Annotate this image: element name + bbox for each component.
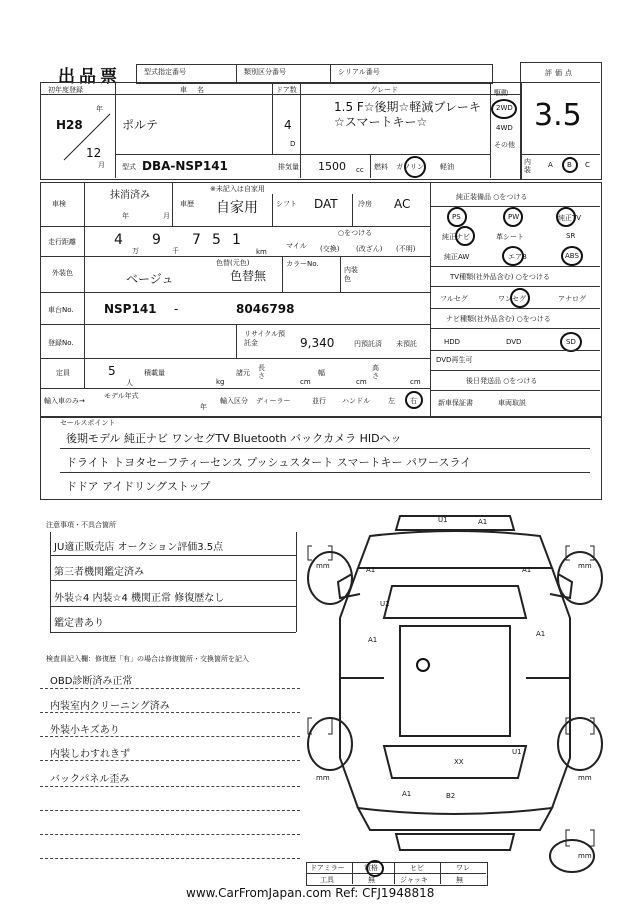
tv-label: TV種類(社外品含む) ○をつける [450, 273, 550, 281]
std-tv: 純正TV [558, 214, 582, 222]
chassis-sep: - [174, 302, 179, 316]
std-airbag: エアB [508, 253, 527, 261]
drive-2wd: 2WD [496, 104, 513, 112]
mark-front-a1: A1 [478, 518, 488, 526]
color-change-label: 色替(元色) [216, 259, 250, 267]
diagram-circle-mark [416, 658, 430, 672]
model-year-label: モデル年式 [104, 392, 139, 400]
mark-rl-a1: A1 [368, 636, 378, 644]
fuel-value: ガソリン [396, 163, 424, 171]
import-type-label: 輸入区分 [220, 397, 248, 405]
after-label: 後日発送品 ○をつける [466, 377, 538, 385]
ac-label: 冷房 [358, 200, 372, 208]
navi-sd-circle [560, 332, 582, 352]
import-parallel: 並行 [312, 397, 326, 405]
fuel-circle [404, 156, 426, 178]
doors-suffix: D [290, 140, 296, 148]
mileage-opt-change: (交換) [320, 245, 340, 253]
reg-no-label: 登録No. [48, 339, 74, 347]
mileage-opt-unknown: (不明) [396, 245, 416, 253]
std-abs: ABS [565, 252, 579, 260]
interior-b: B [567, 161, 572, 169]
interior-c: C [585, 161, 590, 169]
shaken-value: 抹消済み [110, 190, 150, 201]
grade-label: グレード [370, 86, 398, 94]
handle-label: ハンドル [342, 397, 370, 405]
after-warranty: 新車保証書 [438, 399, 473, 407]
inspector-line-2: 内装室内クリーニング済み [50, 701, 170, 712]
notes-line-3: 外装☆4 内装☆4 機関正常 修復歴なし [54, 593, 225, 604]
mileage-opt-tamper: (改ざん) [356, 245, 383, 253]
mark-fl-a1: A1 [366, 566, 376, 574]
model-code: DBA-NSP141 [142, 159, 228, 173]
model-year-unit: 年 [200, 403, 207, 411]
std-tv-circle [556, 207, 576, 227]
shaken-year: 年 [122, 212, 129, 220]
width-unit: cm [356, 378, 367, 386]
load-unit: kg [216, 378, 225, 386]
mileage-digit-5: 1 [232, 232, 241, 248]
mileage-check-label: ○をつける [338, 229, 373, 237]
displacement-label: 排気量 [278, 163, 299, 171]
mark-rear-b2: B2 [446, 792, 456, 800]
height-unit: cm [410, 378, 421, 386]
model-label: 型式 [122, 163, 136, 171]
std-abs-circle [561, 246, 583, 266]
inspector-line-4: 内装しわすれきず [50, 749, 130, 760]
inspector-line-3: 外装小キズあり [50, 725, 120, 736]
interior-color-label: 内装色 [344, 266, 358, 283]
form-title: 出品票 [58, 67, 121, 87]
inspector-line-1: OBD診断済み正常 [50, 676, 133, 687]
notes-line-2: 第三者機関鑑定済み [54, 567, 144, 578]
mileage-digit-4: 5 [212, 232, 221, 248]
doors-label: ドア数 [276, 86, 297, 94]
drive-4wd: 4WD [496, 124, 513, 132]
color-no-label: カラーNo. [286, 260, 319, 268]
navi-sd: SD [566, 338, 576, 346]
notes-line-1: JU適正販売店 オークション評価3.5点 [54, 542, 224, 553]
load-label: 積載量 [144, 369, 165, 377]
mark-rear-a1: A1 [402, 790, 412, 798]
import-dealer: ディーラー [256, 397, 291, 405]
mark-rr-a1: A1 [536, 630, 546, 638]
crack-hibi: ヒビ [410, 864, 424, 872]
inspector-line-5: バックパネル歪み [50, 774, 130, 785]
selling-line-1: 後期モデル 純正ナビ ワンセグTV Bluetooth バックカメラ HIDヘッ [66, 432, 402, 445]
recycle-label: リサイクル預託金 [244, 330, 286, 347]
shaken-label: 車検 [52, 200, 66, 208]
history-value: 自家用 [216, 200, 258, 216]
capacity-unit: 人 [126, 379, 133, 387]
capacity-label: 定員 [56, 369, 70, 377]
tv-fullseg: フルセグ [440, 295, 468, 303]
tv-oneseg-circle [510, 288, 530, 308]
recycle-status: 円預託済 [354, 340, 382, 348]
mileage-unit-sen: 千 [172, 247, 179, 255]
std-leather: 革シート [496, 233, 524, 241]
mileage-opt-mile: マイル [286, 242, 307, 250]
year-value: H28 [56, 118, 83, 132]
notes-line-4: 鑑定書あり [54, 618, 104, 629]
std-sr: SR [566, 232, 576, 240]
mirror-elec: 電格 [364, 864, 378, 872]
recycle-value: 9,340 [300, 336, 335, 350]
drive-label: 駆動 [494, 89, 508, 97]
capacity-value: 5 [108, 364, 116, 378]
chassis-prefix: NSP141 [104, 302, 157, 316]
handle-left: 左 [388, 397, 395, 405]
grade-value: 1.5 F☆後期☆軽減ブレーキ☆スマートキー☆ [334, 100, 481, 129]
interior-a: A [548, 161, 553, 169]
category-label: 類別区分番号 [244, 68, 286, 76]
displacement-value: 1500 [318, 160, 346, 173]
drive-2wd-circle [491, 99, 517, 119]
dvd-label: DVD再生可 [436, 356, 473, 364]
mirror-label: ドアミラー [310, 864, 345, 872]
month-unit: 月 [98, 161, 105, 169]
mileage-digit-2: 9 [152, 232, 161, 248]
mm-rr: mm [578, 774, 592, 782]
car-name: ポルテ [122, 118, 159, 132]
std-pw: PW [508, 213, 520, 221]
drive-other: その他 [494, 141, 515, 149]
mark-fr-a1: A1 [522, 566, 532, 574]
mark-front-u1: U1 [438, 516, 448, 524]
interior-b-circle [562, 157, 578, 173]
navi-label: ナビ種類(社外品含む) ○をつける [446, 315, 551, 323]
std-ps: PS [452, 213, 461, 221]
color-change-value: 色替無 [230, 269, 267, 283]
selling-points-label: セールスポイント [60, 419, 116, 427]
top-strip [136, 64, 493, 84]
car-damage-diagram [300, 508, 610, 878]
month-value: 12 [86, 146, 102, 160]
navi-hdd: HDD [444, 338, 461, 346]
history-note: ※未記入は自家用 [210, 185, 265, 193]
length-unit: cm [300, 378, 311, 386]
std-navi: 純正ナビ [442, 233, 470, 241]
std-ps-circle [447, 207, 467, 227]
std-equip-label: 純正装備品 ○をつける [456, 193, 528, 201]
std-navi-circle [455, 226, 475, 246]
mileage-digit-3: 7 [192, 232, 201, 248]
score-value: 3.5 [534, 98, 582, 133]
tools-jack: ジャッキ [400, 876, 428, 884]
car-name-label: 車名 [180, 86, 214, 94]
mileage-label: 走行距離 [48, 238, 76, 246]
chassis-label: 車台No. [48, 306, 74, 314]
navi-dvd: DVD [506, 338, 522, 346]
shaken-month: 月 [163, 212, 170, 220]
score-label: 評価点 [545, 69, 575, 77]
notes-label: 注意事項・不具合箇所 [46, 521, 116, 529]
mileage-unit-km: km [256, 248, 267, 256]
displacement-unit: cc [356, 166, 364, 174]
year-unit: 年 [96, 105, 103, 113]
shift-value: DAT [314, 197, 338, 211]
inspector-label: 検査員記入欄：修復歴「有」の場合は修復箇所・交換箇所を記入 [46, 655, 249, 663]
after-manual: 車両取説 [498, 399, 526, 407]
mark-rear-u1: U1 [512, 748, 522, 756]
selling-line-3: ドドア アイドリングストップ [66, 480, 211, 493]
selling-line-2: ドライト トヨタセーフティーセンス プッシュスタート スマートキー パワースライ [66, 456, 472, 469]
std-aw: 純正AW [444, 253, 470, 261]
color-label: 外装色 [52, 269, 73, 277]
color-value: ベージュ [126, 272, 174, 286]
mileage-unit-man: 万 [132, 247, 139, 255]
tv-oneseg: ワンセグ [498, 295, 526, 303]
fuel-label: 燃料 [374, 163, 388, 171]
shift-label: シフト [276, 200, 297, 208]
mm-spare: mm [578, 852, 592, 860]
crack-ware: ワレ [456, 864, 470, 872]
tools-label: 工具 [320, 876, 334, 884]
tools-value-2: 無 [456, 876, 463, 884]
serial-label: シリアル番号 [338, 68, 380, 76]
diesel-label: 軽油 [440, 163, 454, 171]
model-no-label: 型式指定番号 [144, 68, 186, 76]
mark-rear-xx: XX [454, 758, 464, 766]
first-reg-label: 初年度登録 [48, 86, 83, 94]
tv-analog: アナログ [558, 295, 586, 303]
chassis-number: 8046798 [236, 302, 295, 316]
recycle-status2: 未預託 [396, 340, 417, 348]
handle-right-circle [405, 391, 423, 409]
handle-right: 右 [410, 397, 417, 405]
mileage-digit-1: 4 [114, 232, 123, 248]
tools-value-1: 無 [368, 876, 375, 884]
history-label: 車歴 [180, 200, 194, 208]
std-pw-circle [503, 207, 523, 227]
height-label: 高さ [372, 364, 379, 380]
watermark: www.CarFromJapan.com Ref: CFJ1948818 [186, 886, 435, 900]
mm-fr: mm [578, 562, 592, 570]
ac-value: AC [394, 197, 411, 211]
width-label: 幅 [318, 369, 325, 377]
length-label: 長さ [258, 364, 265, 380]
mm-rl: mm [316, 774, 330, 782]
std-airbag-circle [502, 246, 524, 266]
import-label: 輸入車のみ→ [44, 397, 85, 405]
mark-door-u2: U2 [380, 600, 390, 608]
doors-value: 4 [284, 118, 292, 132]
mm-fl: mm [316, 562, 330, 570]
dims-label: 諸元 [236, 369, 250, 377]
interior-label: 内装 [524, 158, 531, 174]
